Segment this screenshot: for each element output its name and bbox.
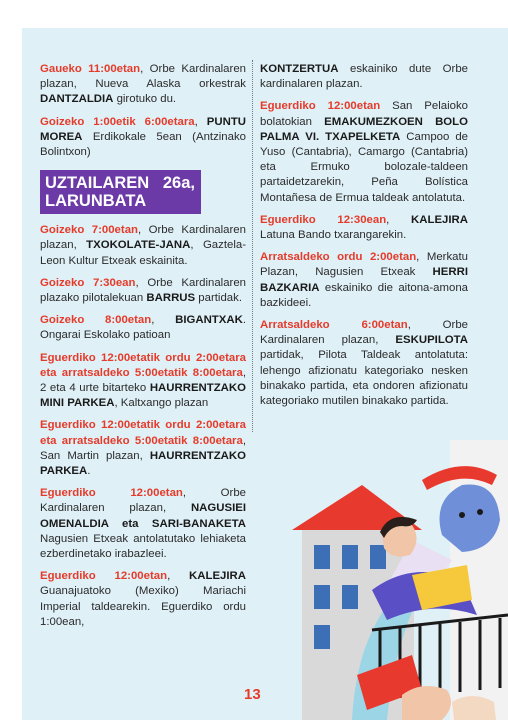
event-item bbox=[260, 62, 468, 92]
event-text: , bbox=[386, 213, 412, 226]
event-text: , Kaltxango plazan bbox=[114, 397, 209, 410]
child-face bbox=[402, 686, 451, 720]
event-time: Goizeko 7:00etan bbox=[40, 224, 138, 237]
event-title: KALEJIRA bbox=[411, 213, 468, 226]
event-item bbox=[260, 99, 468, 205]
event-title: PUNTU MOREA bbox=[40, 115, 246, 143]
event-text: , bbox=[194, 115, 207, 128]
event-title: NAGUSIEI OMENALDIA eta SARI-BANAKETA bbox=[40, 502, 246, 530]
event-item bbox=[40, 486, 246, 562]
event-title: HAURRENTZAKO PARKEA bbox=[40, 449, 246, 478]
event-text: girotuko du. bbox=[113, 93, 177, 106]
event-item bbox=[260, 318, 468, 409]
event-title: EMAKUMEZKOEN BOLO PALMA VI. TXAPELKETA bbox=[260, 115, 468, 143]
event-time: Eguerdiko 12:00etan bbox=[40, 487, 183, 500]
event-item bbox=[40, 351, 246, 412]
event-item bbox=[260, 250, 468, 311]
event-time: Eguerdiko 12:00etatik ordu 2:00etara eta arratsaldeko 5:00etatik 8:00etara bbox=[40, 351, 246, 379]
building-window bbox=[342, 585, 358, 609]
event-text: . bbox=[87, 465, 91, 478]
building-window bbox=[370, 545, 386, 569]
event-time: Arratsaldeko ordu 2:00etan bbox=[260, 251, 417, 264]
character-eye bbox=[459, 512, 465, 518]
event-time: Eguerdiko 12:30ean bbox=[260, 213, 387, 226]
event-text: San Pelaioko bolatokian bbox=[260, 100, 468, 128]
event-title: ESKUPILOTA bbox=[395, 334, 468, 347]
event-item bbox=[40, 276, 246, 306]
event-text: partidak, Pilota Taldeak antolatuta: lehengo afizionatu kategoriako nesken binakako partida, eta ondoren afizionatu kategoriako mutilen binakako partida. bbox=[260, 349, 468, 408]
date-header: UZTAILAREN 26a, LARUNBATA bbox=[40, 170, 201, 214]
event-time: Eguerdiko 12:00etan bbox=[260, 100, 381, 113]
building-window bbox=[314, 625, 330, 649]
event-item bbox=[40, 313, 246, 343]
event-item bbox=[40, 418, 246, 479]
event-text: eskainiko die aitona-amona bazkideei. bbox=[260, 281, 468, 309]
building-window bbox=[314, 545, 330, 569]
event-time: Goizeko 8:00etan bbox=[40, 314, 152, 327]
event-item bbox=[40, 569, 246, 630]
event-title: KALEJIRA bbox=[189, 570, 246, 583]
event-text: , Orbe Kardinalaren plazako pilotalekuan bbox=[40, 276, 246, 305]
page-number: 13 bbox=[244, 686, 261, 703]
event-time: Eguerdiko 12:00etan bbox=[40, 570, 168, 583]
event-title: TXOKOLATE-JANA bbox=[86, 239, 191, 252]
right-column bbox=[260, 62, 468, 416]
event-text: Nagusien Etxeak antolatutako lehiaketa ezberdinetako irabazleei. bbox=[40, 532, 246, 561]
event-text: . Ongarai Eskolako patioan bbox=[40, 314, 246, 342]
event-text: , San Martin plazan, bbox=[40, 434, 246, 462]
event-text: , bbox=[151, 314, 176, 327]
event-text: eskainiko dute Orbe kardinalaren plazan. bbox=[260, 63, 468, 91]
event-time: Goizeko 7:30ean bbox=[40, 276, 136, 289]
event-item bbox=[40, 62, 246, 108]
event-text: , Orbe Kardinalaren plazan, bbox=[40, 224, 246, 252]
event-text: , Orbe Kardinalaren plazan, Nueva Alaska orkestrak bbox=[40, 63, 246, 91]
event-title: DANTZALDIA bbox=[40, 93, 114, 106]
festival-illustration bbox=[262, 440, 508, 720]
event-text: , Gaztela-Leon Kultur Etxeak eskainita. bbox=[40, 239, 246, 267]
event-title: KONTZERTUA bbox=[260, 63, 339, 75]
event-text: , bbox=[167, 570, 190, 583]
event-item bbox=[260, 213, 468, 243]
event-title: HAURRENTZAKO MINI PARKEA bbox=[40, 382, 246, 410]
event-title: HERRI BAZKARIA bbox=[260, 266, 468, 294]
event-time: Gaueko 11:00etan bbox=[40, 63, 141, 75]
event-text: partidak. bbox=[195, 292, 242, 305]
building-window bbox=[314, 585, 330, 609]
event-title: BIGANTXAK bbox=[175, 314, 243, 327]
event-text: , Orbe Kardinalaren plazan, bbox=[260, 319, 468, 347]
event-item bbox=[40, 223, 246, 269]
building-window bbox=[342, 545, 358, 569]
event-text: Latuna Bando txarangarekin. bbox=[260, 229, 407, 242]
event-text: Campoo de Yuso (Cantabria), Camargo (Cantabria) eta Ermuko bolozale-taldeen partaidetzarekin, Peña Bolística Montañesa de Ermua taldeak antolatuta. bbox=[260, 130, 468, 204]
event-time: Eguerdiko 12:00etatik ordu 2:00etara eta arratsaldeko 5:00etatik 8:00etara bbox=[40, 419, 246, 447]
event-text: , Orbe Kardinalaren plazan, bbox=[40, 487, 247, 515]
character-eye bbox=[477, 509, 483, 515]
event-time: Arratsaldeko 6:00etan bbox=[260, 319, 408, 332]
event-text: , Merkatu Plazan, Nagusien Etxeak bbox=[260, 251, 468, 279]
event-text: Erdikokale 5ean (Antzinako Bolintxon) bbox=[40, 130, 246, 159]
event-time: Goizeko 1:00etik 6:00etara bbox=[40, 115, 195, 128]
left-column bbox=[40, 62, 246, 637]
event-text: Guanajuatoko (Mexiko) Mariachi Imperial taldearekin. Eguerdiko ordu 1:00ean, bbox=[40, 585, 246, 628]
event-item bbox=[40, 115, 246, 161]
event-title: BARRUS bbox=[146, 292, 196, 305]
event-text: , 2 eta 4 urte bitarteko bbox=[40, 366, 246, 395]
column-divider bbox=[252, 60, 254, 432]
